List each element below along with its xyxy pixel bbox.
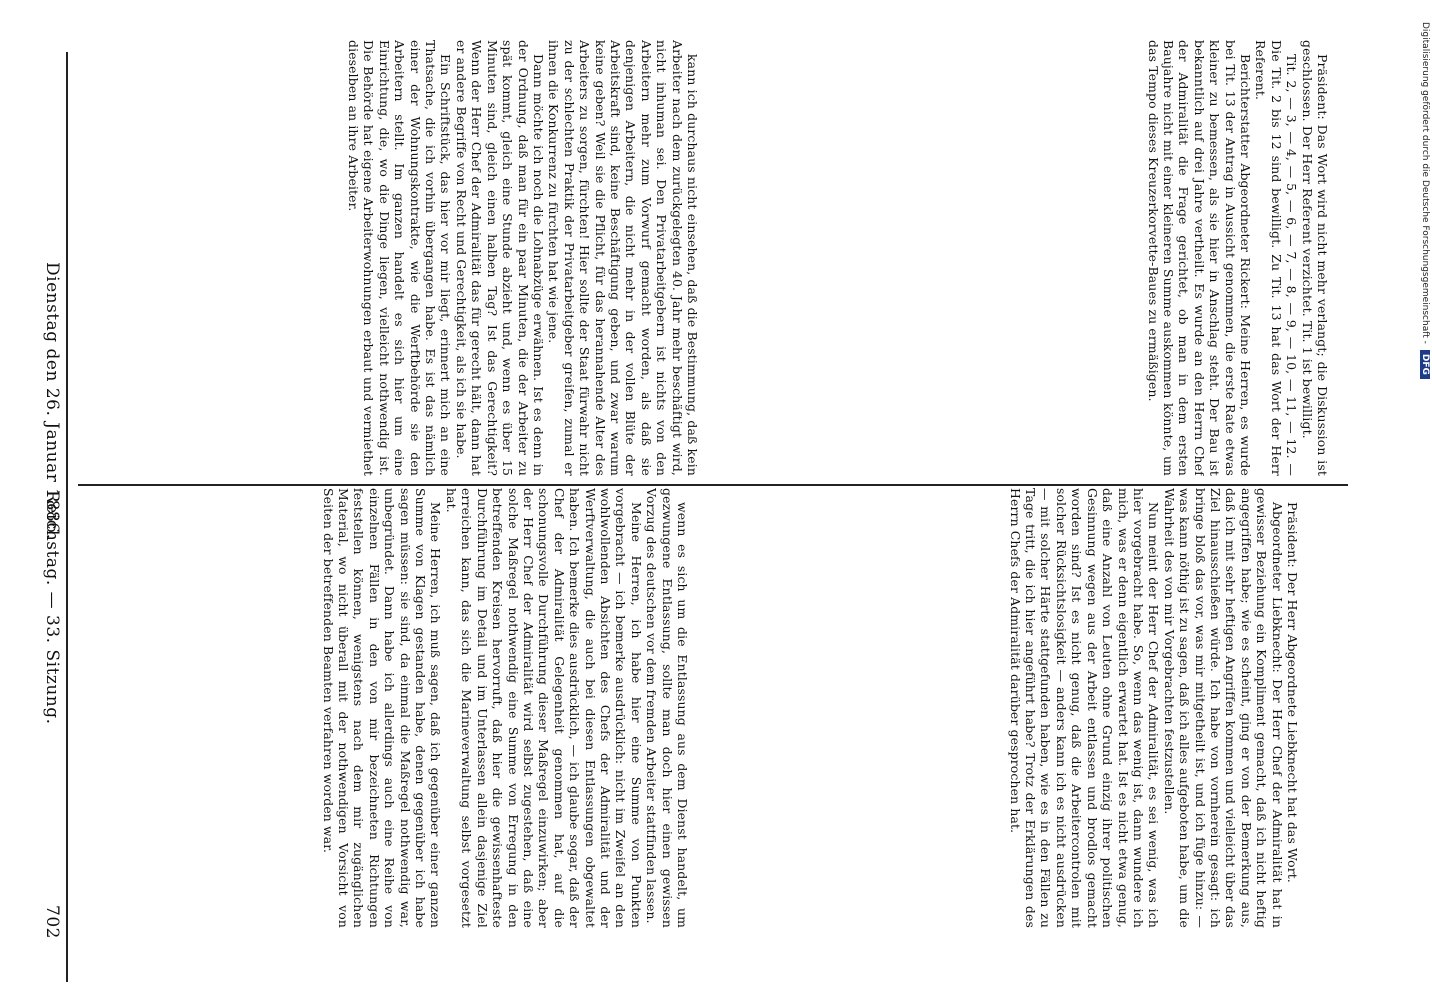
paragraph: Berichterstatter Abgeordneter Rickert: Meine Herren, es wurde bei Tit. 13 der Antrag in Aussicht genommen, die erste Rate etwas kleiner zu bemessen, als sie hier in Anschlag steht. Der Bau ist bekanntlich auf drei Jahre vertheilt. Es wurde an den Herrn Chef der Admiralität die Frage gerichtet, ob man in dem ersten Baujahre nicht mit einer kleineren Summe auskommen könnte, um das Tempo dieses Kreuzerkorvette-Baues zu ermäßigen.	[1145, 40, 1253, 476]
paragraph: Nun meint der Herr Chef der Admiralität, es sei wenig, was ich hier vorgebracht habe. So, wenn das wenig ist, dann wundere ich mich, was er denn eigentlich erwartet hat. Ist es nicht etwa genug, daß eine Anzahl von Leuten ohne Grund einzig ihrer politischen Gesinnung wegen aus der Arbeit entlassen und brodlos gemacht worden sind? Ist es nicht genug, daß die Arbeitercontrolen mit solcher Rücksichtslosigkeit — anders kann ich es nicht ausdrücken — mit solcher Härte stattgefunden haben, wie es in den Fällen zu Tage tritt, die ich hier angeführt habe? Trotz der Erklärungen des Herrn Chefs der Admiralität darüber gesprochen hat.	[1007, 488, 1162, 928]
column-separator	[78, 484, 1348, 486]
paragraph: Präsident: Das Wort wird nicht mehr verlangt; die Diskussion ist geschlossen. Der Herr Referent verzichtet. Tit. 1 ist bewilligt.	[1299, 40, 1330, 476]
right-column-text	[80, 40, 700, 476]
paragraph: Ein Schriftstück, das hier vor mir liegt, erinnert mich an eine Thatsache, die ich vorhin übergangen habe. Es ist das nämlich einer der Wohnungskontrakte, wie die Werftbehörde sie den Arbeitern stellt. Im ganzen handelt es sich hier um eine Einrichtung, die, wo die Dinge liegen, vielleicht nothwendig ist. Die Behörde hat eigene Arbeiterwohnungen erbaut und vermiethet dieselben an ihre Arbeiter.	[346, 40, 454, 476]
paragraph: kann ich durchaus nicht einsehen, daß die Bestimmung, daß kein Arbeiter nach dem zurückgelegten 40. Jahr mehr beschäftigt wird, nicht inhuman sei. Den Privatarbeitgebern ist nichts von den Arbeitern mehr zum Vorwurf gemacht worden, als daß sie denjenigen Arbeitern, die nicht mehr in der vollen Blüte der Arbeitskraft sind, keine Beschäftigung geben, und zwar warum keine geben? Weil sie die Pflicht, für das herannahende Alter des Arbeiters zu sorgen, fürchten! Hier sollte der Staat fürwahr nicht zu der schlechten Praktik der Privatarbeitgeber greifen, zumal er ihnen die Konkurrenz zu fürchten hat wie jene.	[546, 40, 700, 476]
paragraph: Präsident: Der Herr Abgeordnete Liebknecht hat das Wort.	[1285, 502, 1300, 883]
paragraph: Meine Herren, ich habe hier eine Summe von Punkten vorgebracht — ich bemerke ausdrücklich: nicht im Zweifel an den wohlwollenden Absichten des Chefs der Admiralität und der Werftverwaltung, die auch bei diesen Entlassungen obgewaltet haben. Ich bemerke dies ausdrücklich, — ich glaube sogar, daß der Chef der Admiralität Gelegenheit genommen hat, auf die schonungsvolle Durchführung dieser Maßregel einzuwirken; aber der Herr Chef der Admiralität wird selbst zugestehen, daß eine solche Maßregel nothwendig eine Summe von Erregung in den betreffenden Kreisen hervorruft, daß hier die gewissenhafteste Durchführung im Detail und im Unterlassen allein dasjenige Ziel erreichen kann, das sich die Marineverwaltung selbst vorgesetzt hat.	[443, 488, 644, 928]
left-column-text	[80, 488, 690, 928]
dfg-logo: DFG	[1420, 350, 1430, 379]
paragraph: Abgeordneter Liebknecht: Der Herr Chef der Admiralität hat in gewisser Beziehung ein Kompliment gemacht, daß ich nicht heftig angegriffen habe; wie es scheint, ging er von der Bemerkung aus, daß ich mit sehr heftigen Angriffen kommen und vielleicht über das Ziel hinausschießen würde. Ich habe von vornherein gesagt: ich bringe bloß das vor, was mir mitgetheilt ist, und ich füge hinzu: — was kann nöthig ist zu sagen, daß ich alles aufgeboten habe, um die Wahrheit des von mir Vorgebrachten festzustellen.	[1161, 488, 1285, 928]
digitization-note: Digitalisierung gefördert durch die Deutsche Forschungsgemeinschaft -DFG	[1420, 22, 1430, 379]
paragraph: wenn es sich um die Entlassung aus dem Dienst handelt, um gezwungene Entlassung, sollte man doch hier einen gewissen Vorzug des deutschen vor dem fremden Arbeiter stattfinden lassen.	[644, 488, 690, 928]
left-page-number: 702	[42, 905, 62, 939]
left-running-title: Reichstag. — 33. Sitzung.	[42, 490, 62, 725]
right-running-title: Dienstag den 26. Januar 1886.	[42, 262, 62, 540]
header-rule	[66, 52, 68, 982]
right-column-text-lower	[710, 40, 1330, 476]
paragraph: Meine Herren, ich muß sagen, daß ich gegenüber einer ganzen Summe von Klagen gestanden habe, denen gegenüber ich habe sagen müssen: sie sind, da einmal die Maßregel nothwendig war, unbegründet. Dann habe ich allerdings auch eine Reihe von einzelnen Fällen in den von mir bezeichneten Richtungen feststellen können, wenigstens nach dem mir zugänglichen Material, wo nicht überall mit der nothwendigen Vorsicht von Seiten der betreffenden Beamten verfahren worden war.	[320, 488, 444, 928]
left-column-text-lower	[700, 488, 1300, 928]
paragraph: Tit. 2, — 3, — 4, — 5, — 6, — 7, — 8, — 9, — 10, — 11, — 12. — Die Tit. 2 bis 12 sind bewilligt. Zu Tit. 13 hat das Wort der Herr Referent.	[1253, 40, 1300, 476]
paragraph: Dann möchte ich noch die Lohnabzüge erwähnen. Ist es denn in der Ordnung, daß man für ein paar Minuten, die der Arbeiter zu spät kommt, gleich eine Stunde abzieht und, wenn es über 15 Minuten sind, gleich einen halben Tag? Ist das Gerechtigkeit? Wenn der Herr Chef der Admiralität das für gerecht hält, dann hat er andere Begriffe von Recht und Gerechtigkeit, als ich sie habe.	[453, 40, 546, 476]
